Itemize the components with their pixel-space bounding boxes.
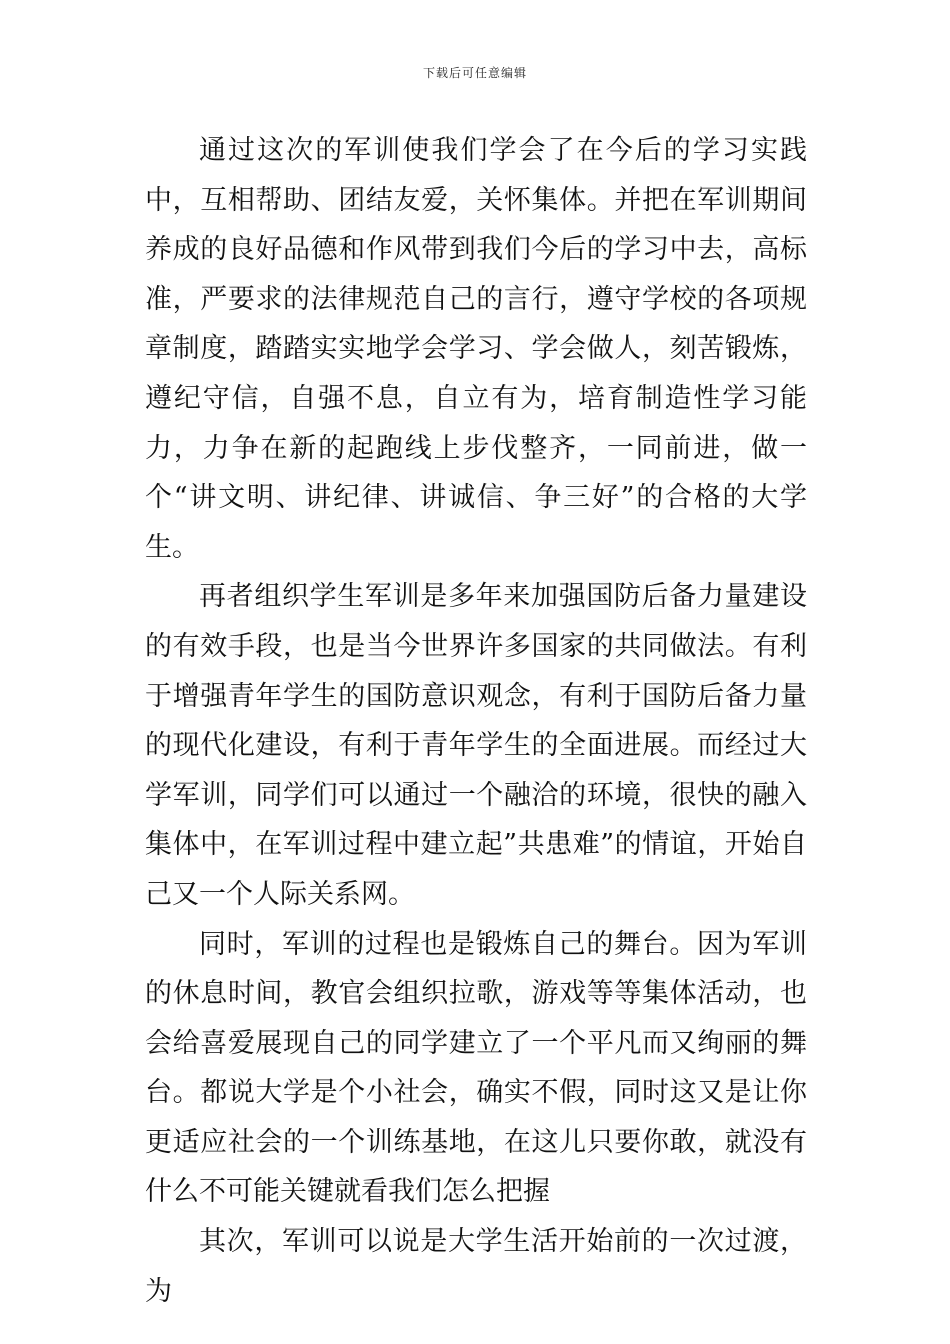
paragraph: 同时，军训的过程也是锻炼自己的舞台。因为军训的休息时间，教官会组织拉歌，游戏等等集体活动，也会给喜爱展现自己的同学建立了一个平凡而又绚丽的舞台。都说大学是个小社会，确实不假，同时这又是让你更适应社会的一个训练基地，在这儿只要你敢，就没有什么不可能关键就看我们怎么把握	[145, 928, 807, 1208]
page-header: 下载后可任意编辑	[422, 66, 527, 80]
paragraph: 再者组织学生军训是多年来加强国防后备力量建设的有效手段，也是当今世界许多国家的共同做法。有利于增强青年学生的国防意识观念，有利于国防后备力量的现代化建设，有利于青年学生的全面进展。而经过大学军训，同学们可以通过一个融洽的环境，很快的融入集体中，在军训过程中建立起”共患难”的情谊，开始自己又一个人际关系网。	[145, 581, 807, 910]
document-body	[145, 126, 807, 1316]
paragraph: 通过这次的军训使我们学会了在今后的学习实践中，互相帮助、团结友爱，关怀集体。并把在军训期间养成的良好品德和作风带到我们今后的学习中去，高标准，严要求的法律规范自己的言行，遵守学校的各项规章制度，踏踏实实地学会学习、学会做人，刻苦锻炼，遵纪守信，自强不息，自立有为，培育制造性学习能力，力争在新的起跑线上步伐整齐，一同前进，做一个“讲文明、讲纪律、讲诚信、争三好”的合格的大学生。	[145, 135, 807, 563]
paragraph: 其次，军训可以说是大学生活开始前的一次过渡，为	[145, 1226, 807, 1307]
